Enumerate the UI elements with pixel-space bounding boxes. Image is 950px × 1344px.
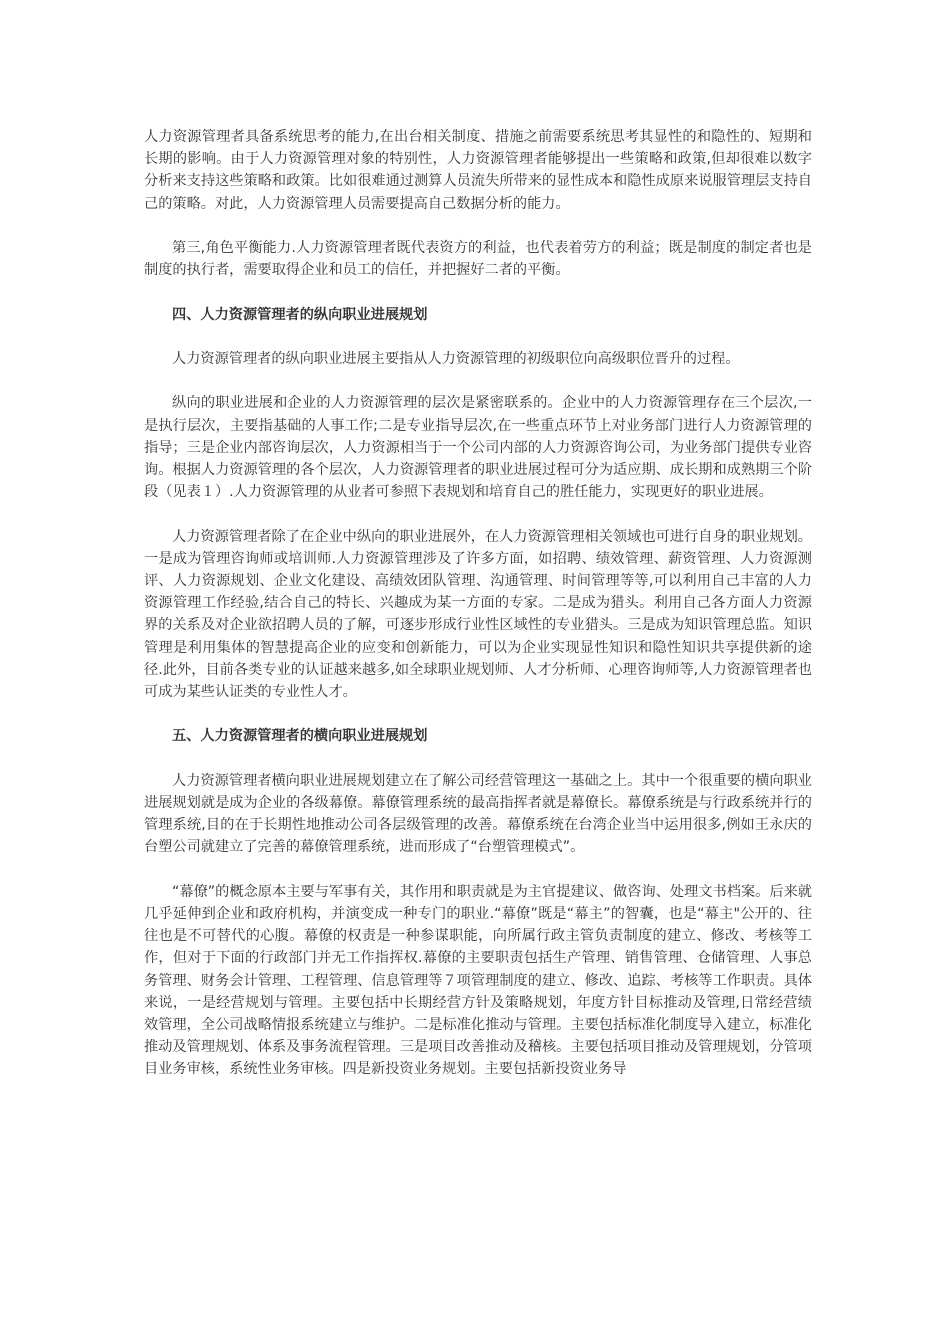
section-heading-vertical-career: 四、人力资源管理者的纵向职业进展规划 — [172, 306, 428, 323]
paragraph-vertical-intro: 人力资源管理者的纵向职业进展主要指从人力资源管理的初级职位向高级职位晋升的过程。 — [172, 350, 740, 367]
paragraph-systems-thinking: 人力资源管理者具备系统思考的能力,在出台相关制度、措施之前需要系统思考其显性的和隐性的、短期和长期的影响。由于人力资源管理对象的特别性，人力资源管理者能够提出一些策略和政策,但却很难以数字分析来支持这些策略和政策。比如很难通过测算人员流失所带来的显性成本和隐性成原来说服管理层支持自己的策略。对此，人力资源管理人员需要提高自己数据分析的能力。 — [144, 129, 812, 212]
document-body — [144, 126, 812, 1103]
paragraph-related-fields: 人力资源管理者除了在企业中纵向的职业进展外，在人力资源管理相关领域也可进行自身的职业规划。一是成为管理咨询师或培训师.人力资源管理涉及了许多方面，如招聘、绩效管理、薪资管理、人力资源测评、人力资源规划、企业文化建设、高绩效团队管理、沟通管理、时间管理等等,可以利用自己丰富的人力资源管理工作经验,结合自己的特长、兴趣成为某一方面的专家。二是成为猎头。利用自己各方面人力资源界的关系及对企业欲招聘人员的了解，可逐步形成行业性区域性的专业猎头。三是成为知识管理总监。知识管理是利用集体的智慧提高企业的应变和创新能力，可以为企业实现显性知识和隐性知识共享提供新的途径.此外，目前各类专业的认证越来越多,如全球职业规划师、人才分析师、心理咨询师等,人力资源管理者也可成为某些认证类的专业性人才。 — [144, 528, 812, 700]
section-heading-horizontal-career: 五、人力资源管理者的横向职业进展规划 — [172, 728, 428, 745]
paragraph-staff-role: “幕僚”的概念原本主要与军事有关，其作用和职责就是为主官提建议、做咨询、处理文书档案。后来就几乎延伸到企业和政府机构，并演变成一种专门的职业.“幕僚”既是“幕主”的智囊，也是“幕主"公开的、往往也是不可替代的心腹。幕僚的权责是一种参谋职能，向所属行政主管负责制度的建立、修改、考核等工作，但对于下面的行政部门并无工作指挥权.幕僚的主要职责包括生产管理、销售管理、仓储管理、人事总务管理、财务会计管理、工程管理、信息管理等７项管理制度的建立、修改、追踪、考核等工作职责。具体来说，一是经营规划与管理。主要包括中长期经营方针及策略规划，年度方针目标推动及管理,日常经营绩效管理，全公司战略情报系统建立与维护。二是标准化推动与管理。主要包括标准化制度导入建立，标准化推动及管理规划、体系及事务流程管理。三是项目改善推动及稽核。主要包括项目推动及管理规划，分管项目业务审核，系统性业务审核。四是新投资业务规划。主要包括新投资业务导 — [144, 883, 812, 1078]
paragraph-horizontal-intro: 人力资源管理者横向职业进展规划建立在了解公司经营管理这一基础之上。其中一个很重要的横向职业进展规划就是成为企业的各级幕僚。幕僚管理系统的最高指挥者就是幕僚长。幕僚系统是与行政系统并行的管理系统,目的在于长期性地推动公司各层级管理的改善。幕僚系统在台湾企业当中运用很多,例如王永庆的台塑公司就建立了完善的幕僚管理系统，进而形成了“台塑管理模式”。 — [144, 772, 812, 856]
paragraph-vertical-levels: 纵向的职业进展和企业的人力资源管理的层次是紧密联系的。企业中的人力资源管理存在三个层次,一是执行层次，主要指基础的人事工作;二是专业指导层次,在一些重点环节上对业务部门进行人力资源管理的指导；三是企业内部咨询层次，人力资源相当于一个公司内部的人力资源咨询公司，为业务部门提供专业咨询。根据人力资源管理的各个层次，人力资源管理者的职业进展过程可分为适应期、成长期和成熟期三个阶段（见表１）.人力资源管理的从业者可参照下表规划和培育自己的胜任能力，实现更好的职业进展。 — [144, 395, 812, 501]
paragraph-role-balance: 第三,角色平衡能力.人力资源管理者既代表资方的利益，也代表着劳方的利益；既是制度的制定者也是制度的执行者，需要取得企业和员工的信任，并把握好二者的平衡。 — [144, 240, 812, 279]
